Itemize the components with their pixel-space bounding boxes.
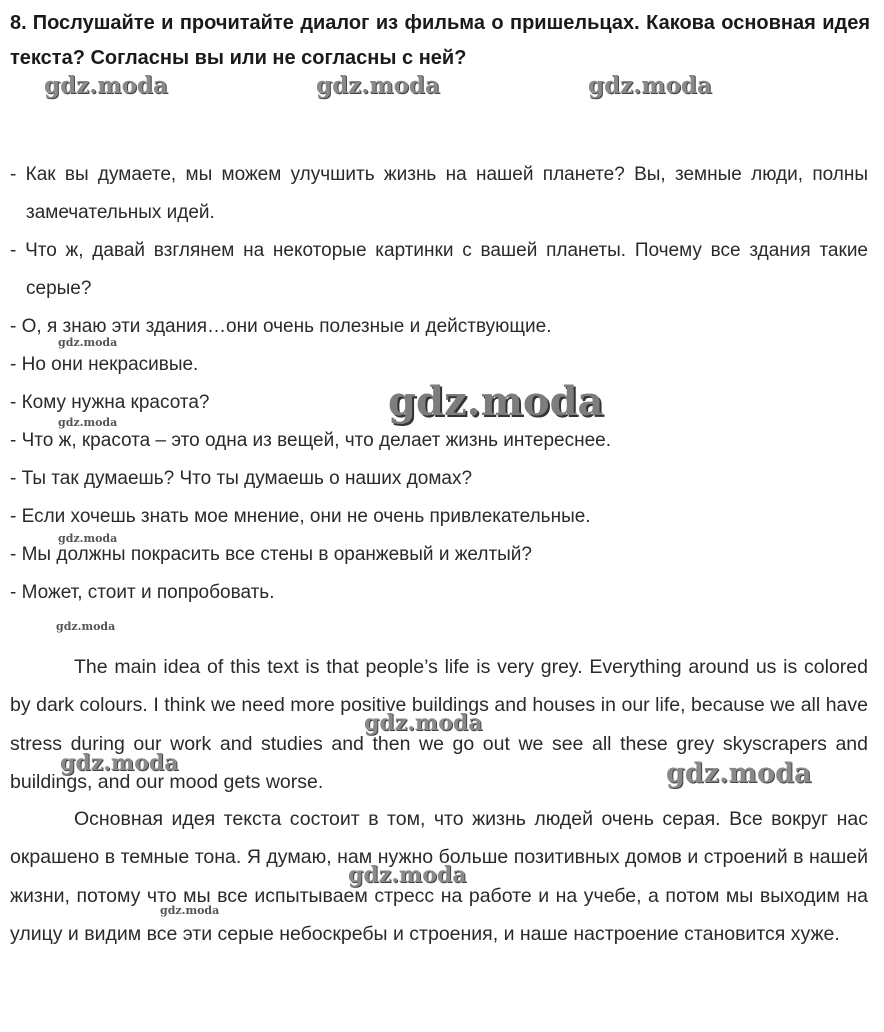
- task-heading: [10, 6, 870, 76]
- watermark: gdz.moda: [58, 416, 118, 429]
- watermark: gdz.moda: [316, 72, 440, 99]
- dialog-line: - Кому нужна красота?: [10, 392, 210, 413]
- answer-paragraph-english: The main idea of this text is that people’s life is very grey. Everything around us is colored by dark colours. I think we need more positive buildings and houses in our life, because we all have stress during our work and studies and then we go out we see all these grey skyscrapers and buildings, and our mood gets worse.: [10, 656, 868, 793]
- dialog-line: - Может, стоит и попробовать.: [10, 582, 275, 603]
- answer-paragraph-russian: Основная идея текста состоит в том, что жизнь людей очень серая. Все вокруг нас окрашено в темные тона. Я думаю, нам нужно больше позитивных домов и строений в нашей жизни, потому что мы все испытываем стресс на работе и на учебе, а потом мы выходим на улицу и видим все эти серые небоскребы и строения, и наше настроение становится хуже.: [10, 808, 868, 945]
- dialog-line: - Если хочешь знать мое мнение, они не очень привлекательные.: [10, 506, 591, 527]
- watermark: gdz.moda: [666, 758, 812, 789]
- watermark: gdz.moda: [58, 336, 118, 349]
- watermark: gdz.moda: [364, 710, 483, 736]
- watermark: gdz.moda: [388, 378, 604, 425]
- watermark: gdz.moda: [588, 72, 712, 99]
- watermark: gdz.moda: [58, 532, 118, 545]
- task-number: 8.: [10, 12, 27, 34]
- watermark: gdz.moda: [160, 904, 220, 917]
- dialog-line: - Мы должны покрасить все стены в оранжевый и желтый?: [10, 544, 532, 565]
- watermark: gdz.moda: [348, 862, 467, 888]
- task-instructions: Послушайте и прочитайте диалог из фильма о пришельцах. Какова основная идея текста? Согласны вы или не согласны с ней?: [10, 12, 870, 69]
- dialog-line: - О, я знаю эти здания…они очень полезные и действующие.: [10, 316, 552, 337]
- dialog-line: - Что ж, давай взглянем на некоторые картинки с вашей планеты. Почему все здания такие серые?: [10, 240, 868, 299]
- watermark: gdz.moda: [44, 72, 168, 99]
- dialog-line: - Но они некрасивые.: [10, 354, 199, 375]
- watermark: gdz.moda: [60, 750, 179, 776]
- dialog-line: - Что ж, красота – это одна из вещей, что делает жизнь интереснее.: [10, 430, 611, 451]
- dialog-line: - Ты так думаешь? Что ты думаешь о наших домах?: [10, 468, 473, 489]
- dialog-line: - Как вы думаете, мы можем улучшить жизнь на нашей планете? Вы, земные люди, полны замечательных идей.: [10, 164, 868, 223]
- watermark: gdz.moda: [56, 620, 116, 633]
